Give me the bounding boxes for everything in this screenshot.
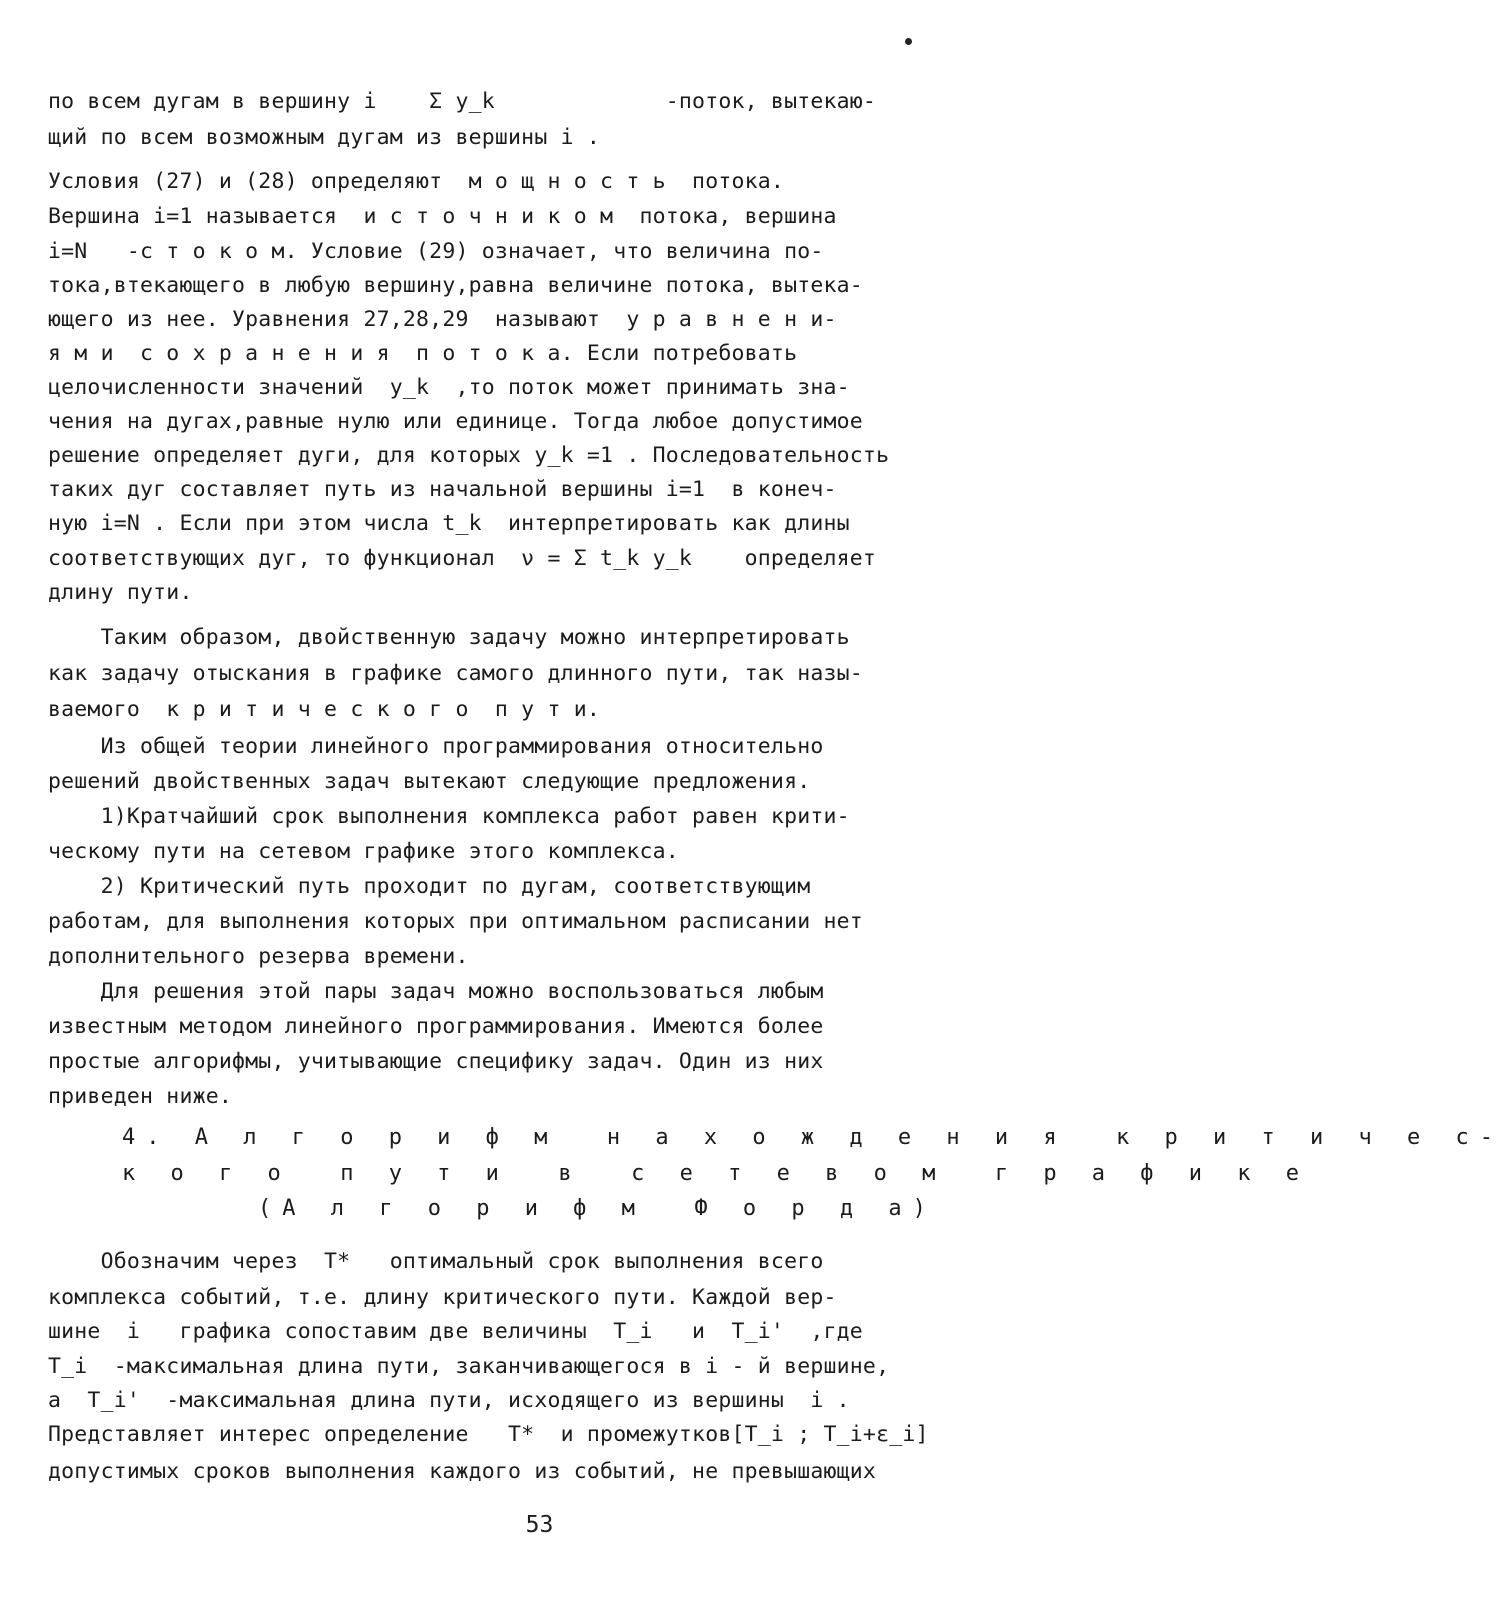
block1-line: длину пути. bbox=[48, 580, 193, 605]
block1-line: Для решения этой пары задач можно воспользоваться любым bbox=[48, 979, 824, 1004]
block1-line: Вершина i=1 называется и с т о ч н и к о м потока, вершина bbox=[48, 204, 837, 229]
block2-line: шине i графика сопоставим две величины T_i и T_i' ,где bbox=[48, 1319, 863, 1344]
block1-line: как задачу отыскания в графике самого длинного пути, так назы- bbox=[48, 661, 863, 686]
block1-line: решений двойственных задач вытекают следующие предложения. bbox=[48, 769, 811, 794]
block1-line: целочисленности значений y_k ,то поток может принимать зна- bbox=[48, 375, 850, 400]
heading-line: (А л г о р и ф м Ф о р д а) bbox=[258, 1196, 937, 1221]
block2-line: Представляет интерес определение T* и промежутков[T_i ; T_i+ε_i] bbox=[48, 1422, 929, 1447]
block1-line: я м и с о х р а н е н и я п о т о к а. Если потребовать bbox=[48, 341, 798, 366]
heading-line: к о г о п у т и в с е т е в о м г р а ф и к е bbox=[122, 1161, 1311, 1186]
block2-line: Обозначим через T* оптимальный срок выполнения всего bbox=[48, 1249, 824, 1274]
block1-line: щий по всем возможным дугам из вершины i . bbox=[48, 125, 601, 150]
block2-line: комплекса событий, т.е. длину критического пути. Каждой вер- bbox=[48, 1285, 837, 1310]
block1-line: i=N -с т о к о м. Условие (29) означает, что величина по- bbox=[48, 239, 824, 264]
block1-line: ную i=N . Если при этом числа t_k интерпретировать как длины bbox=[48, 511, 850, 536]
block1-line: Таким образом, двойственную задачу можно интерпретировать bbox=[48, 625, 850, 650]
block1-line: дополнительного резерва времени. bbox=[48, 944, 469, 969]
block1-line: тока,втекающего в любую вершину,равна величине потока, вытека- bbox=[48, 273, 863, 298]
block2-line: допустимых сроков выполнения каждого из событий, не превышающих bbox=[48, 1459, 877, 1484]
block1-line: Условия (27) и (28) определяют м о щ н о с т ь потока. bbox=[48, 169, 785, 194]
heading-line: 4. А л г о р и ф м н а х о ж д е н и я к р и т и ч е с- bbox=[122, 1125, 1504, 1150]
block1-line: ческому пути на сетевом графике этого комплекса. bbox=[48, 839, 679, 864]
block1-line: ваемого к р и т и ч е с к о г о п у т и. bbox=[48, 697, 601, 722]
block2-line: T_i -максимальная длина пути, заканчивающегося в i - й вершине, bbox=[48, 1354, 890, 1379]
block2-line: а T_i' -максимальная длина пути, исходящего из вершины i . bbox=[48, 1388, 850, 1413]
block1-line: 1)Кратчайший срок выполнения комплекса работ равен крити- bbox=[48, 804, 850, 829]
block1-line: 2) Критический путь проходит по дугам, соответствующим bbox=[48, 874, 811, 899]
block1-line: соответствующих дуг, то функционал ν = Σ t_k y_k определяет bbox=[48, 546, 877, 571]
block1-line: чения на дугах,равные нулю или единице. Тогда любое допустимое bbox=[48, 409, 863, 434]
block1-line: Из общей теории линейного программирования относительно bbox=[48, 734, 824, 759]
block1-line: решение определяет дуги, для которых y_k =1 . Последовательность bbox=[48, 443, 890, 468]
block1-line: таких дуг составляет путь из начальной вершины i=1 в конеч- bbox=[48, 477, 837, 502]
block1-line: работам, для выполнения которых при оптимальном расписании нет bbox=[48, 909, 863, 934]
block1-line: простые алгорифмы, учитывающие специфику задач. Один из них bbox=[48, 1049, 824, 1074]
block1-line: по всем дугам в вершину i Σ y_k -поток, вытекаю- bbox=[48, 89, 877, 114]
scan-speck bbox=[905, 38, 912, 45]
block1-line: приведен ниже. bbox=[48, 1084, 233, 1109]
block1-line: ющего из нее. Уравнения 27,28,29 называют у р а в н е н и- bbox=[48, 307, 837, 332]
page-number: 53 bbox=[525, 1512, 554, 1538]
block1-line: известным методом линейного программирования. Имеются более bbox=[48, 1014, 824, 1039]
